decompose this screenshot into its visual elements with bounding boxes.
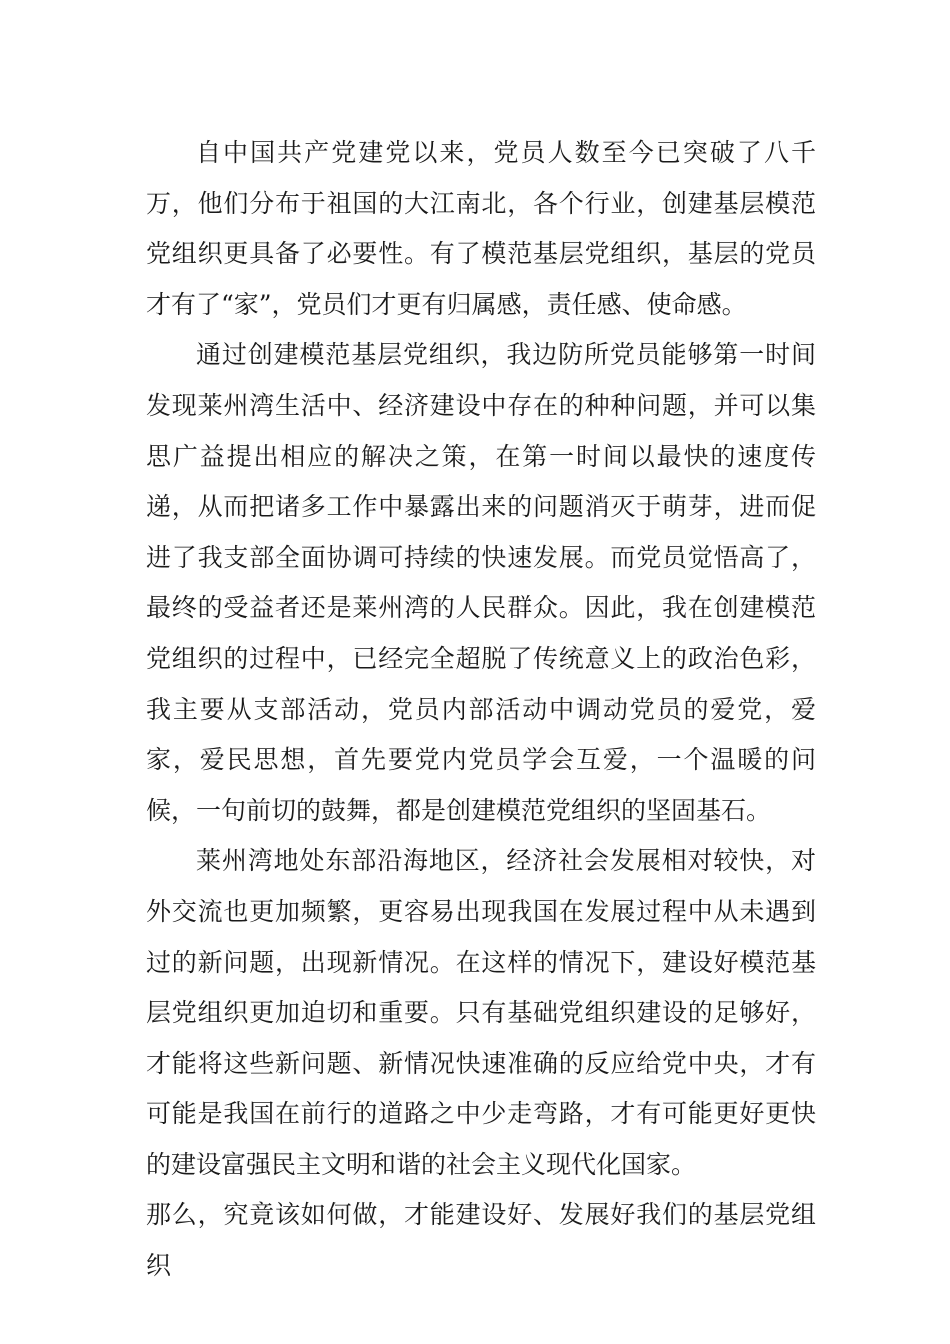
paragraph-model-organization-benefits: 通过创建模范基层党组织，我边防所党员能够第一时间发现莱州湾生活中、经济建设中存在的种种问题，并可以集思广益提出相应的解决之策，在第一时间以最快的速度传递，从而把诸多工作中暴露出来的问题消灭于萌芽，进而促进了我支部全面协调可持续的快速发展。而党员觉悟高了，最终的受益者还是莱州湾的人民群众。因此，我在创建模范党组织的过程中，已经完全超脱了传统意义上的政治色彩，我主要从支部活动，党员内部活动中调动党员的爱党，爱家，爱民思想，首先要党内党员学会互爱，一个温暖的问候，一句前切的鼓舞，都是创建模范党组织的坚固基石。 bbox=[146, 340, 816, 825]
paragraph-party-membership: 自中国共产党建党以来，党员人数至今已突破了八千万，他们分布于祖国的大江南北，各个行业，创建基层模范党组织更具备了必要性。有了模范基层党组织，基层的党员才有了“家”，党员们才更有归属感，责任感、使命感。 bbox=[146, 138, 816, 319]
document-body bbox=[146, 128, 816, 1292]
paragraph-laizhou-bay-context: 莱州湾地处东部沿海地区，经济社会发展相对较快，对外交流也更加频繁，更容易出现我国在发展过程中从未遇到过的新问题，出现新情况。在这样的情况下，建设好模范基层党组织更加迫切和重要。只有基础党组织建设的足够好，才能将这些新问题、新情况快速准确的反应给党中央，才有可能是我国在前行的道路之中少走弯路，才有可能更好更快的建设富强民主文明和谐的社会主义现代化国家。 bbox=[146, 846, 816, 1179]
paragraph-how-to-build: 那么，究竟该如何做，才能建设好、发展好我们的基层党组织 bbox=[146, 1200, 816, 1281]
